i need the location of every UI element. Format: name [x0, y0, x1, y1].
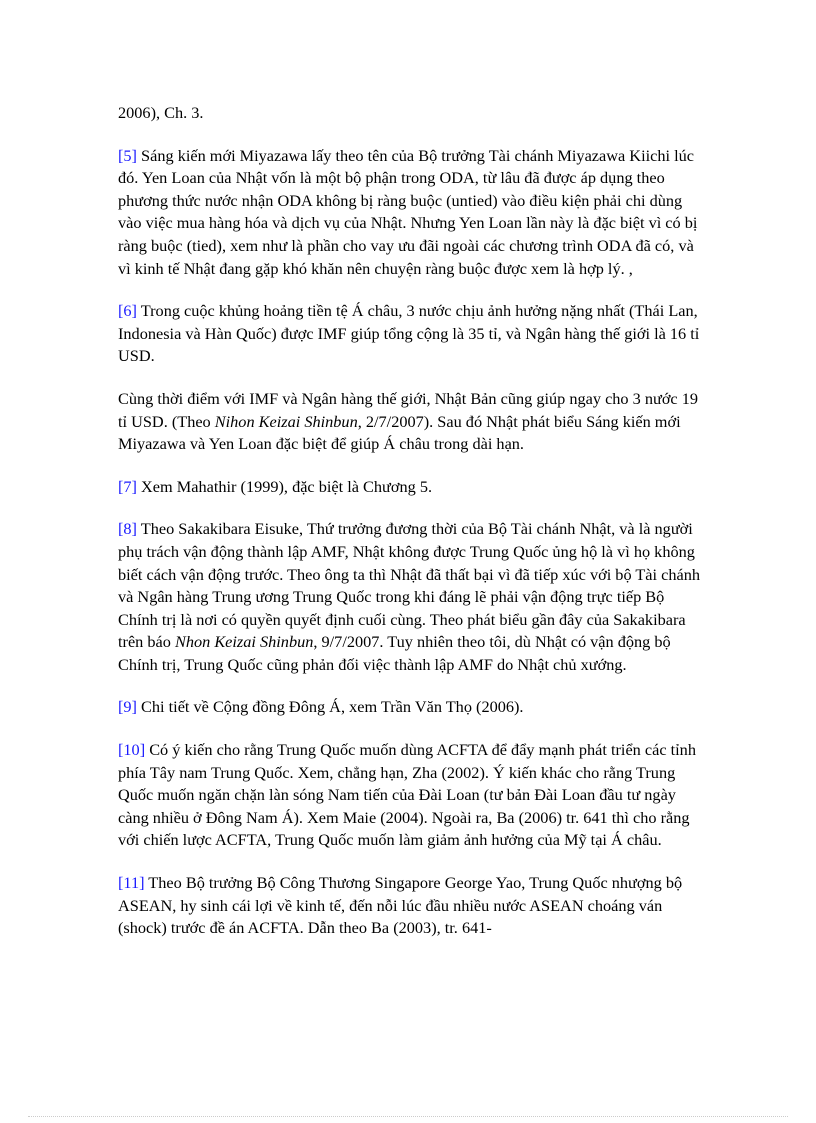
document-page — [118, 102, 703, 960]
footnote-ref-link[interactable]: [5] — [118, 145, 137, 165]
footnote-text: Cùng thời điểm với IMF và Ngân hàng thế giới, Nhật Bản cũng giúp ngay cho 3 nước 19 tỉ USD. (Theo — [118, 388, 699, 431]
footnote-text: Sáng kiến mới Miyazawa lấy theo tên của Bộ trưởng Tài chánh Miyazawa Kiichi lúc đó. Yen Loan của Nhật vốn là một bộ phận trong ODA, từ lâu đã được áp dụng theo phương thức nước nhận ODA không bị ràng buộc (untied) vào điều kiện phải chi dùng vào việc mua hàng hóa và dịch vụ của Nhật. Nhưng Yen Loan lần này là đặc biệt vì có bị ràng buộc (tied), xem như là phần cho vay ưu đãi ngoài các chương trình ODA đã có, và vì kinh tế Nhật đang gặp khó khăn nên chuyện ràng buộc được xem là hợp lý. , — [118, 145, 698, 278]
footnote-list — [118, 145, 703, 940]
footnote — [118, 145, 703, 281]
footnote-ref-link[interactable]: [8] — [118, 519, 137, 539]
footnote — [118, 872, 703, 940]
footnote-ref-link[interactable]: [7] — [118, 476, 137, 496]
footnote — [118, 739, 703, 852]
footnote — [118, 476, 703, 499]
footnote-text: , 2/7/2007). Sau đó Nhật phát biểu Sáng kiến mới Miyazawa và Yen Loan đặc biệt để giúp Á châu trong dài hạn. — [118, 411, 681, 454]
footnote-ref-link[interactable]: [6] — [118, 301, 137, 321]
footnote-text: Trong cuộc khủng hoảng tiền tệ Á châu, 3 nước chịu ảnh hưởng nặng nhất (Thái Lan, Indonesia và Hàn Quốc) được IMF giúp tổng cộng là 35 tỉ, và Ngân hàng thế giới là 16 tỉ USD. — [118, 301, 700, 366]
footnote-text: Theo Bộ trưởng Bộ Công Thương Singapore George Yao, Trung Quốc nhượng bộ ASEAN, hy sinh cái lợi về kinh tế, đến nỗi lúc đầu nhiều nước ASEAN choáng ván (shock) trước đề án ACFTA. Dẫn theo Ba (2003), tr. 641- — [118, 873, 683, 938]
footnote-italic-title: Nihon Keizai Shinbun — [214, 411, 358, 431]
page-bottom-rule — [28, 1116, 788, 1117]
footnote-text: Theo Sakakibara Eisuke, Thứ trưởng đương thời của Bộ Tài chánh Nhật, và là người phụ trách vận động thành lập AMF, Nhật không được Trung Quốc ủng hộ là vì họ không biết cách vận động trước. Theo ông ta thì Nhật đã thất bại vì đã tiếp xúc với bộ Tài chánh và Ngân hàng Trung ương Trung Quốc trong khi đáng lẽ phải vận động trực tiếp Bộ Chính trị là nơi có quyền quyết định cuối cùng. Theo phát biểu gần đây của Sakakibara trên báo — [118, 519, 701, 652]
footnote-text: , 9/7/2007. Tuy nhiên theo tôi, dù Nhật có vận động bộ Chính trị, Trung Quốc cũng phản đối việc thành lập AMF do Nhật chủ xướng. — [118, 632, 671, 674]
footnote — [118, 696, 703, 719]
footnote-ref-link[interactable]: [11] — [118, 873, 145, 893]
intro-line: 2006), Ch. 3. — [118, 103, 204, 122]
footnote-text: Có ý kiến cho rằng Trung Quốc muốn dùng ACFTA để đẩy mạnh phát triển các tỉnh phía Tây nam Trung Quốc. Xem, chẳng hạn, Zha (2002). Ý kiến khác cho rằng Trung Quốc muốn ngăn chặn làn sóng Nam tiến của Đài Loan (tư bản Đài Loan đầu tư ngày càng nhiều ở Đông Nam Á). Xem Maie (2004). Ngoài ra, Ba (2006) tr. 641 thì cho rằng với chiến lược ACFTA, Trung Quốc muốn làm giảm ảnh hưởng của Mỹ tại Á châu. — [118, 740, 696, 850]
footnote-text: Xem Mahathir (1999), đặc biệt là Chương 5. — [136, 476, 433, 496]
footnote-ref-link[interactable]: [10] — [118, 740, 146, 760]
footnote — [118, 388, 703, 456]
footnote-italic-title: Nhon Keizai Shinbun — [174, 632, 314, 652]
footnote-ref-link[interactable]: [9] — [118, 697, 137, 717]
footnote — [118, 518, 703, 676]
footnote-text: Chi tiết về Cộng đồng Đông Á, xem Trần Văn Thọ (2006). — [136, 697, 524, 717]
footnote — [118, 300, 703, 368]
